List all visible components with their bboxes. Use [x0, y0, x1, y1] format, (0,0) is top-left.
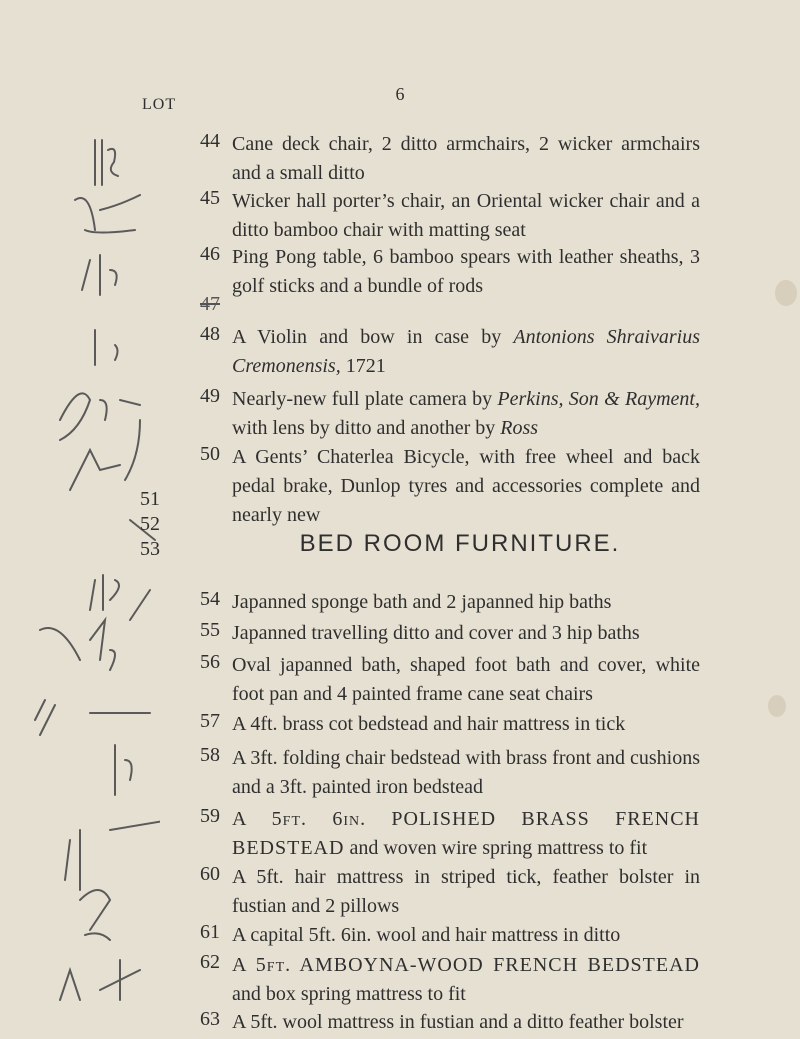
lot-number: 54 [200, 588, 220, 610]
lot-number: 63 [200, 1008, 220, 1030]
paper-stain [768, 695, 786, 717]
lot-number: 50 [200, 443, 220, 465]
description-text: A 5ft. 6in. POLISHED BRASS FRENCH BEDSTEAD [232, 808, 700, 859]
description-text: and box spring mattress to fit [232, 983, 466, 1005]
description-text: and woven wire spring mattress to fit [344, 837, 648, 859]
description-text: Perkins, Son & Rayment, [497, 388, 700, 410]
description-text: with lens by ditto and another by [232, 417, 501, 439]
lot-description [232, 863, 700, 921]
margin-lot-number: 52 [140, 513, 160, 535]
margin-lot-number: 53 [140, 538, 160, 560]
description-text: Nearly-new full plate camera by [232, 388, 498, 410]
description-text: Wicker hall porter’s chair, an Oriental wicker chair and a ditto bamboo chair with matting seat [232, 190, 700, 241]
paper-stain [775, 280, 797, 306]
lot-description [232, 243, 700, 301]
lot-number: 49 [200, 385, 220, 407]
lot-description [232, 619, 700, 648]
lot-description [232, 651, 700, 709]
description-text: A 5ft. hair mattress in striped tick, feather bolster in fustian and 2 pillows [232, 866, 700, 917]
lot-number: 55 [200, 619, 220, 641]
section-title: BED ROOM FURNITURE. [299, 530, 621, 557]
lot-description [232, 951, 700, 1009]
lot-description [232, 187, 700, 245]
description-text: A 3ft. folding chair bedstead with brass front and cushions and a 3ft. painted iron bedstead [232, 747, 700, 798]
margin-lot-number: 47 [200, 293, 220, 315]
lot-description [232, 385, 700, 443]
description-text: Japanned sponge bath and 2 japanned hip baths [232, 591, 612, 613]
lot-number: 60 [200, 863, 220, 885]
description-text: 1721 [340, 355, 386, 377]
description-text: Cane deck chair, 2 ditto armchairs, 2 wicker armchairs and a small ditto [232, 133, 700, 184]
lot-number: 62 [200, 951, 220, 973]
lot-description [232, 921, 700, 950]
page-number: 6 [395, 84, 405, 104]
lot-description [232, 805, 700, 863]
lot-number: 48 [200, 323, 220, 345]
lot-number: 45 [200, 187, 220, 209]
lot-description [232, 744, 700, 802]
lot-column-header: LOT [142, 96, 177, 113]
lot-description [232, 323, 700, 381]
description-text: A Violin and bow in case by [232, 326, 514, 348]
margin-lot-number: 51 [140, 488, 160, 510]
lot-description [232, 443, 700, 530]
lot-description [232, 130, 700, 188]
lot-number: 44 [200, 130, 220, 152]
lot-number: 56 [200, 651, 220, 673]
lot-description [232, 588, 700, 617]
lot-number: 57 [200, 710, 220, 732]
description-text: Ping Pong table, 6 bamboo spears with leather sheaths, 3 golf sticks and a bundle of rods [232, 246, 700, 297]
description-text: Ross [500, 417, 539, 439]
description-text: A 5ft. wool mattress in fustian and a ditto feather bolster [232, 1011, 684, 1033]
lot-number: 58 [200, 744, 220, 766]
description-text: Japanned travelling ditto and cover and 3 hip baths [232, 622, 640, 644]
lot-description [232, 710, 700, 739]
description-text: A 5ft. AMBOYNA-WOOD FRENCH BEDSTEAD [232, 954, 700, 976]
lot-number: 46 [200, 243, 220, 265]
description-text: A 4ft. brass cot bedstead and hair mattress in tick [232, 713, 626, 735]
description-text: A capital 5ft. 6in. wool and hair mattress in ditto [232, 924, 621, 946]
description-text: Antonions Shraivarius Cremonensis, [232, 326, 700, 377]
lot-number: 59 [200, 805, 220, 827]
lot-number: 61 [200, 921, 220, 943]
lot-description [232, 1008, 700, 1037]
description-text: Oval japanned bath, shaped foot bath and cover, white foot pan and 4 painted frame cane seat chairs [232, 654, 700, 705]
description-text: A Gents’ Chaterlea Bicycle, with free wheel and back pedal brake, Dunlop tyres and accessories complete and nearly new [232, 446, 700, 526]
